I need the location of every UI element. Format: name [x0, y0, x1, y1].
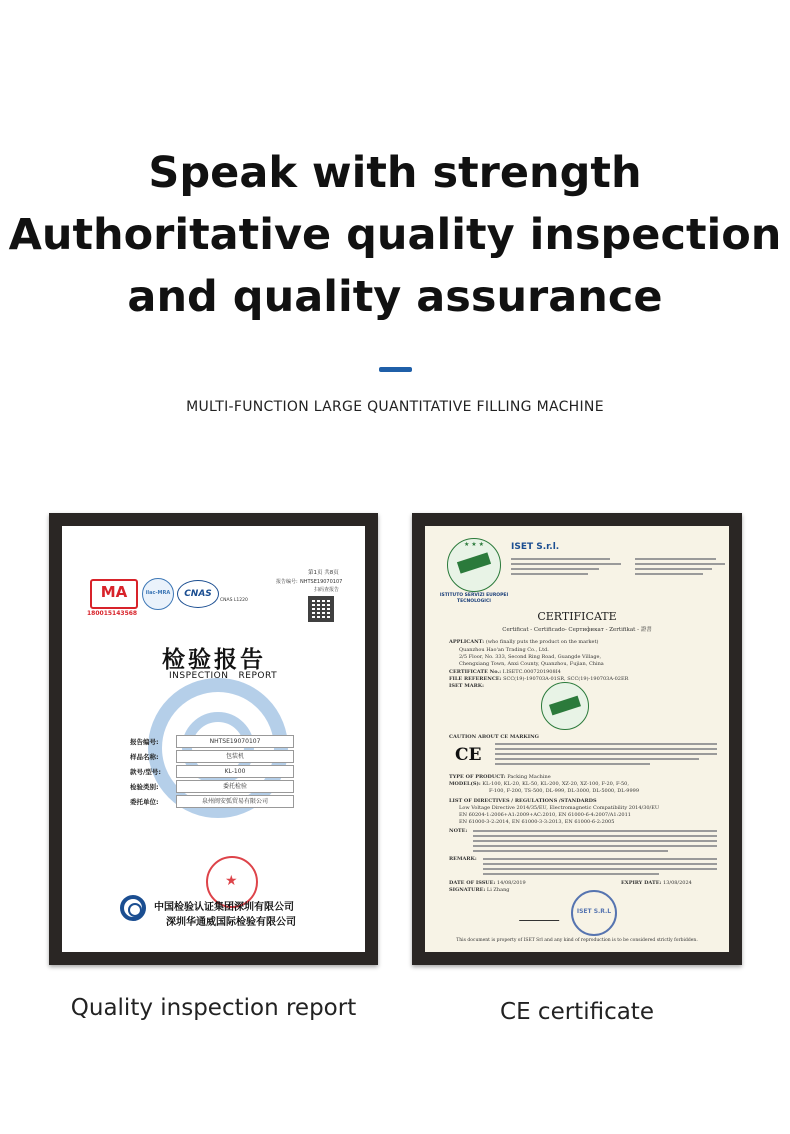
- issuer-name: ISET S.r.l.: [511, 542, 560, 552]
- issuer-registry-lines: [635, 558, 725, 578]
- issuer-address-lines: [511, 558, 621, 578]
- ce-certificate-document: [425, 526, 729, 952]
- field-value: 泉州闽安弧贸易有限公司: [176, 795, 294, 808]
- caution-text-lines: [495, 743, 717, 768]
- qr-code: [308, 596, 334, 622]
- cma-logo: MA: [90, 579, 138, 609]
- ce-mark-icon: CE: [455, 745, 482, 765]
- report-title-en: INSPECTION REPORT: [169, 671, 278, 681]
- page-info: 第1页 共8页: [308, 570, 339, 576]
- field-value: KL-100: [176, 765, 294, 778]
- cc-logo-small: [120, 895, 146, 921]
- report-number-label: 报告编号:: [276, 579, 298, 585]
- cma-number: 180015143568: [87, 610, 138, 617]
- applicant-line: 2/5 Floor, No. 333, Second Ring Road, Guangde Village,: [459, 654, 602, 660]
- product-subtitle: MULTI-FUNCTION LARGE QUANTITATIVE FILLING MACHINE: [186, 399, 604, 415]
- expiry-date: EXPIRY DATE: 13/08/2024: [621, 880, 692, 886]
- directive-line: EN 61000-3-2:2014, EN 61000-3-3:2013, EN 61000-6-2:2005: [459, 819, 615, 825]
- field-value: 委托检验: [176, 780, 294, 793]
- report-number-header: NHTSE19070107: [300, 579, 343, 585]
- directive-line: Low Voltage Directive 2014/35/EU, Electromagnetic Compatibility 2014/30/EU: [459, 805, 660, 811]
- field-label: 委托单位:: [130, 798, 159, 806]
- headline-line-2: Authoritative quality inspection: [8, 210, 782, 260]
- certificate-footer: This document is property of ISET Srl and any kind of reproduction is to be considered strictly forbidden.: [456, 938, 698, 943]
- iset-mark-label: ISET MARK:: [449, 683, 484, 689]
- iset-mark-seal: [541, 682, 589, 730]
- field-label: 样品名称:: [130, 753, 159, 761]
- directives-label: LIST OF DIRECTIVES / REGULATIONS /STANDARDS: [449, 798, 597, 804]
- field-value: NHTSE19070107: [176, 735, 294, 748]
- models-continued: F-100, F-200, TS-500, DL-999, DL-3000, DL-5000, DL-9999: [489, 788, 639, 794]
- report-title-cn: 检验报告: [162, 647, 266, 673]
- company-name-2: 深圳华通威国际检验有限公司: [166, 917, 296, 928]
- accent-divider: [379, 367, 412, 372]
- directive-line: EN 60204-1:2006+A1:2009+AC:2010, EN 61000-6-4:2007/A1:2011: [459, 812, 631, 818]
- caption-inspection-report: Quality inspection report: [70, 995, 357, 1021]
- headline-line-1: Speak with strength: [148, 148, 642, 198]
- iset-logo: ★ ★ ★: [447, 538, 501, 592]
- caution-ce-label: CAUTION ABOUT CE MARKING: [449, 734, 539, 740]
- field-label: 报告编号:: [130, 738, 159, 746]
- remark-label: REMARK:: [449, 856, 477, 862]
- product-type: TYPE OF PRODUCT: Packing Machine: [449, 774, 551, 780]
- applicant-label: APPLICANT: (who finally puts the product on the market): [449, 639, 599, 645]
- iset-stamp: ISET S.R.L: [571, 890, 617, 936]
- inspection-report-frame: [49, 513, 378, 965]
- headline-line-3: and quality assurance: [127, 272, 663, 322]
- field-value: 包装机: [176, 750, 294, 763]
- remark-text-lines: [483, 858, 717, 878]
- ce-certificate-frame: [412, 513, 742, 965]
- signature: SIGNATURE: Li Zhang: [449, 887, 510, 893]
- field-label: 款号/型号:: [130, 768, 161, 776]
- cnas-code: CNAS L1220: [220, 598, 248, 603]
- certificate-languages: Certificat - Certificado- Сертификат - Zertifikat - 證書: [502, 627, 652, 633]
- file-reference: FILE REFERENCE: SCC(19)-190703A-01SR, SCC(19)-190703A-02ER: [449, 676, 629, 682]
- field-label: 检验类别:: [130, 783, 159, 791]
- inspection-report-document: [62, 526, 365, 952]
- iset-caption: ISTITUTO SERVIZI EUROPEI TECNOLOGICI: [439, 593, 509, 604]
- cnas-logo: CNAS: [177, 580, 219, 608]
- date-of-issue: DATE OF ISSUE: 14/08/2019: [449, 880, 526, 886]
- certificate-title: CERTIFICATE: [537, 610, 617, 623]
- certificate-number: CERTIFICATE No.: I.ISETC.0007201908I4: [449, 669, 561, 675]
- applicant-line: Quanzhou Hao'an Trading Co., Ltd.: [459, 647, 549, 653]
- red-seal-stamp: ★: [206, 856, 258, 908]
- note-text-lines: [473, 830, 717, 855]
- scan-report-text: 扫码查报告: [314, 587, 340, 593]
- applicant-line: Chengxiang Town, Anxi County, Quanzhou, Fujian, China: [459, 661, 604, 667]
- models: MODEL(S): KL-100, KL-20, KL-50, KL-200, XZ-20, XZ-100, F-20, F-50,: [449, 781, 629, 787]
- caption-ce-certificate: CE certificate: [500, 999, 654, 1025]
- handwritten-signature: [519, 910, 563, 921]
- note-label: NOTE:: [449, 828, 468, 834]
- ilac-mra-logo: ilac-MRA: [142, 578, 174, 610]
- company-name-1: 中国检验认证集团深圳有限公司: [154, 902, 294, 913]
